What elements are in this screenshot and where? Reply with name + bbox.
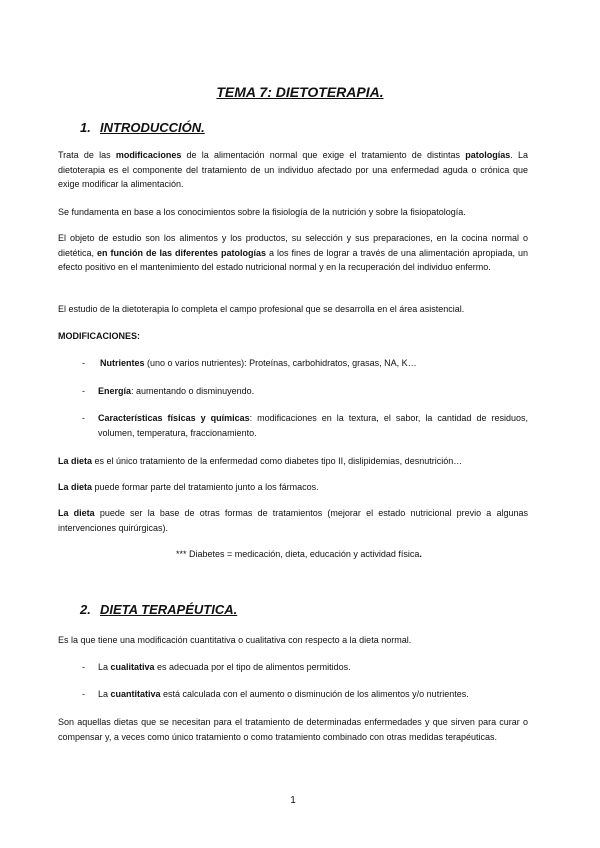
paragraph-dieta-1: La dieta es el único tratamiento de la enfermedad como diabetes tipo II, dislipidemias, desnutrición… [58, 456, 463, 466]
list-item: - Nutrientes (uno o varios nutrientes): Proteínas, carbohidratos, grasas, NA, K… [82, 356, 528, 371]
list-item: - La cualitativa es adecuada por el tipo de alimentos permitidos. [82, 660, 528, 675]
paragraph-intro-3: El objeto de estudio son los alimentos y los productos, su selección y sus preparaciones, en la cocina normal o dietética, en función de las diferentes patologías a los fines de lograr a través de una alimentación apropiada, un efecto positivo en el mantenimiento del estado nutricional normal y en la recuperación del individuo enfermo. [58, 233, 528, 272]
paragraph-dieta-2: La dieta puede formar parte del tratamiento junto a los fármacos. [58, 482, 319, 492]
paragraph-dieta-3: La dieta puede ser la base de otras formas de tratamientos (mejorar el estado nutricional previo a algunas intervenciones quirúrgicas). [58, 508, 529, 533]
paragraph-intro-4: El estudio de la dietoterapia lo completa el campo profesional que se desarrolla en el área asistencial. [58, 304, 465, 314]
bullet-dash: - [82, 689, 85, 699]
section-2-title: DIETA TERAPÉUTICA. [100, 602, 238, 617]
section-2-number: 2. [80, 602, 91, 617]
bullet-dash: - [82, 358, 85, 368]
section-1-number: 1. [80, 120, 91, 135]
list-item: - Características físicas y químicas: modificaciones en la textura, el sabor, la cantidad de residuos, volumen, temperatura, fraccionamiento. [82, 413, 528, 438]
document-title: TEMA 7: DIETOTERAPIA. [216, 84, 384, 100]
paragraph-intro-2: Se fundamenta en base a los conocimientos sobre la fisiología de la nutrición y sobre la fisiopatología. [58, 207, 466, 217]
section-1-title: INTRODUCCIÓN. [100, 120, 205, 135]
diabetes-note: *** Diabetes = medicación, dieta, educación y actividad física. [176, 549, 422, 559]
list-item: - La cuantitativa está calculada con el aumento o disminución de los alimentos y/o nutrientes. [82, 687, 528, 702]
modificaciones-heading: MODIFICACIONES: [58, 331, 140, 341]
list-item: - Energía: aumentando o disminuyendo. [82, 384, 528, 399]
bullet-dash: - [82, 662, 85, 672]
page-number: 1 [290, 795, 296, 806]
section-1-heading [80, 120, 205, 135]
bullet-dash: - [82, 413, 85, 423]
section-2-heading [80, 602, 237, 617]
paragraph-dieta-terapeutica-1: Es la que tiene una modificación cuantitativa o cualitativa con respecto a la dieta normal. [58, 635, 412, 645]
bullet-dash: - [82, 386, 85, 396]
paragraph-dieta-terapeutica-2: Son aquellas dietas que se necesitan para el tratamiento de determinadas enfermedades y que sirven para curar o compensar y, a veces como único tratamiento o como tratamiento combinado con otras medidas terapéuticas. [58, 717, 528, 742]
paragraph-intro-1: Trata de las modificaciones de la alimentación normal que exige el tratamiento de distintas patologías. La dietoterapia es el componente del tratamiento de un individuo afectado por una enfermedad aguda o crónica que exige modificar la alimentación. [58, 150, 528, 189]
